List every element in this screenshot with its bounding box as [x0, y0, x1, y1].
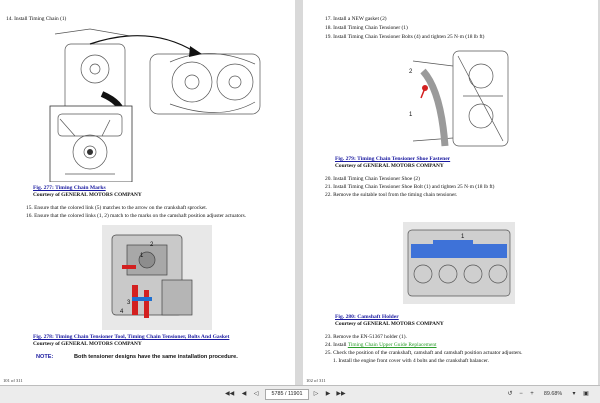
page-number-field[interactable]: 5785 / 11901: [265, 389, 309, 400]
figure-279-callout-1: 1: [409, 112, 413, 118]
step-14: 14. Install Timing Chain (1): [6, 16, 67, 22]
back-icon[interactable]: ◁: [253, 391, 259, 397]
step-24-prefix: 24. Install: [325, 342, 348, 348]
step-25: 25. Check the position of the crankshaft, camshaft and camshaft position actuator adjusters.: [325, 350, 523, 356]
figure-280-courtesy: Courtesy of GENERAL MOTORS COMPANY: [335, 321, 444, 327]
figure-279-caption[interactable]: Fig. 279: Timing Chain Tensioner Shoe Fastener: [335, 156, 451, 162]
figure-277-caption[interactable]: Fig. 277: Timing Chain Marks: [33, 185, 106, 191]
forward-icon[interactable]: ▷: [313, 391, 319, 397]
first-page-icon[interactable]: ◀◀: [225, 391, 235, 397]
step-22: 22. Remove the suitable tool from the timing chain tensioner.: [325, 192, 458, 198]
previous-page-icon[interactable]: ◀: [241, 391, 247, 397]
figure-278-callout-1: 1: [140, 253, 144, 259]
step-23: 23. Remove the EN-51367 holder (1).: [325, 334, 407, 340]
figure-280-camshaft-holder: [403, 222, 515, 304]
figure-278-courtesy: Courtesy of GENERAL MOTORS COMPANY: [33, 341, 142, 347]
figure-278-caption[interactable]: Fig. 278: Timing Chain Tensioner Tool, Timing Chain Tensioner, Bolts And Gasket: [33, 334, 230, 340]
figure-280-caption[interactable]: Fig. 280: Camshaft Holder: [335, 314, 399, 320]
figure-278-callout-3: 3: [127, 300, 131, 306]
figure-277-courtesy: Courtesy of GENERAL MOTORS COMPANY: [33, 192, 142, 198]
step-18: 18. Install Timing Chain Tensioner (1): [325, 25, 408, 31]
step-20: 20. Install Timing Chain Tensioner Shoe (2): [325, 176, 420, 182]
step-24-link[interactable]: Timing Chain Upper Guide Replacement: [347, 342, 437, 348]
figure-278-timing-chain-tensioner: [102, 225, 212, 330]
left-page: [0, 0, 295, 385]
step-19: 19. Install Timing Chain Tensioner Bolts (4) and tighten 25 N·m (18 lb ft): [325, 34, 485, 40]
viewer-toolbar: [0, 385, 600, 403]
left-page-number: 101 of 311: [3, 378, 23, 383]
step-15: 15. Ensure that the colored link (5) matches to the arrow on the crankshaft sprocket.: [26, 205, 208, 211]
zoom-dropdown-icon[interactable]: ▾: [572, 391, 576, 397]
fit-page-icon[interactable]: ▣: [583, 391, 589, 397]
step-21: 21. Install Timing Chain Tensioner Shoe Bolt (1) and tighten 25 N·m (18 lb ft): [325, 184, 495, 190]
step-24: [325, 343, 437, 348]
figure-278-callout-2: 2: [150, 242, 154, 248]
step-17: 17. Install a NEW gasket (2): [325, 16, 387, 22]
zoom-in-icon[interactable]: +: [530, 391, 534, 397]
figure-278-callout-4: 4: [120, 309, 124, 315]
figure-279-callout-2: 2: [409, 69, 413, 75]
right-page: [303, 0, 598, 385]
rotate-icon[interactable]: ↺: [507, 391, 513, 397]
step-25-sub-1: 1. Install the engine front cover with 4 bolts and the crankshaft balancer.: [333, 358, 489, 364]
zoom-level[interactable]: 89.68%: [543, 391, 563, 397]
figure-280-callout-1: 1: [461, 234, 465, 240]
figure-279-tensioner-shoe-fastener: [403, 46, 513, 152]
zoom-out-icon[interactable]: −: [519, 391, 523, 397]
figure-279-courtesy: Courtesy of GENERAL MOTORS COMPANY: [335, 163, 444, 169]
step-16: 16. Ensure that the colored links (1, 2) match to the marks on the camshaft position adjuster actuators.: [26, 213, 247, 219]
note-label: NOTE:: [36, 354, 54, 360]
next-page-icon[interactable]: ▶: [325, 391, 331, 397]
last-page-icon[interactable]: ▶▶: [336, 391, 346, 397]
figure-277-timing-chain-marks: [30, 24, 270, 182]
right-page-number: 102 of 311: [306, 378, 326, 383]
note-text: Both tensioner designs have the same installation procedure.: [74, 354, 238, 360]
